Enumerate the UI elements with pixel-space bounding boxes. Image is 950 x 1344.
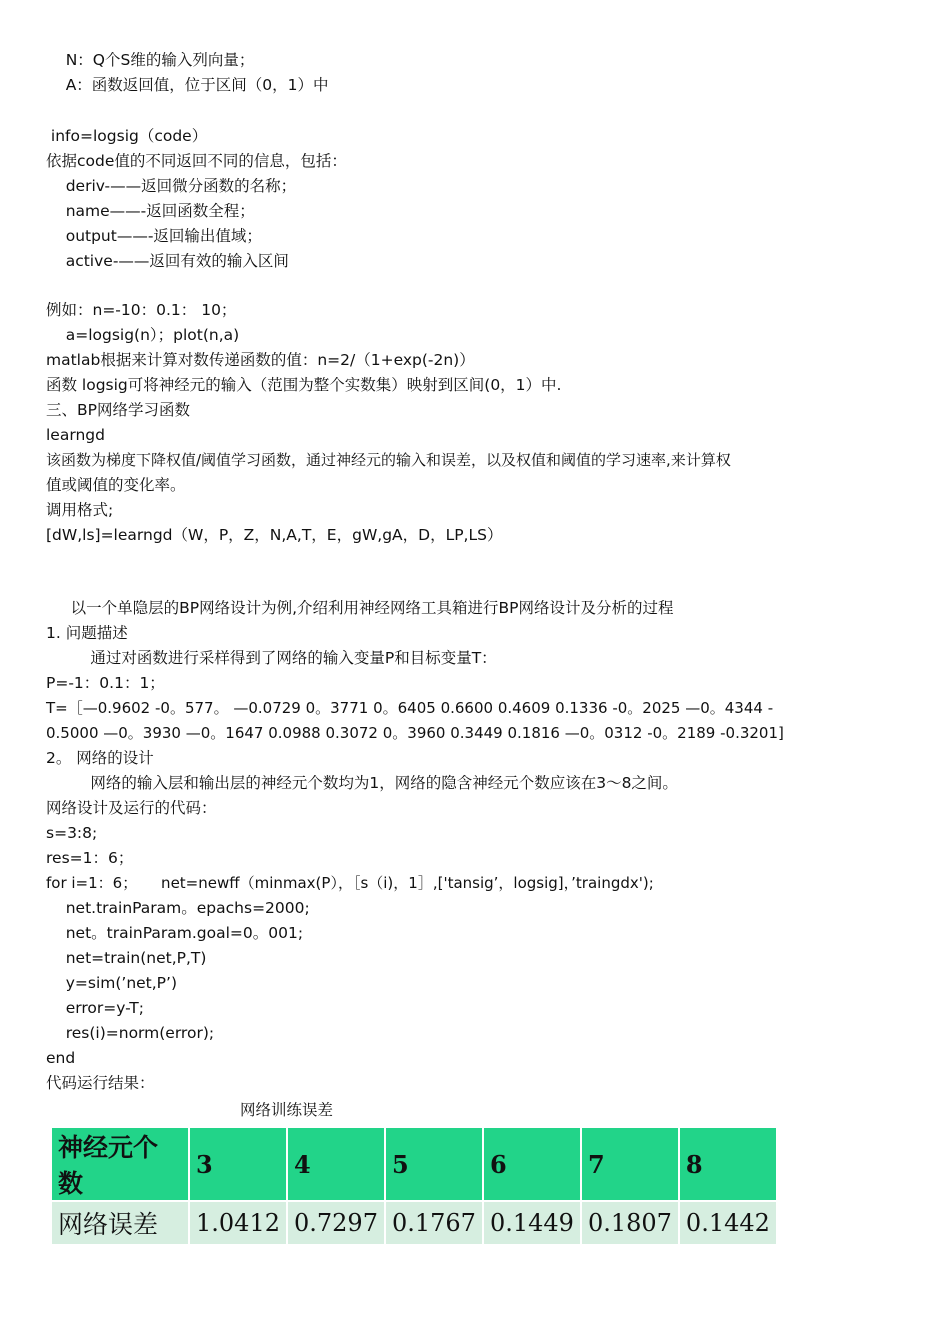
header-cell: 5 <box>385 1127 483 1201</box>
text-line: P=-1：0.1：1； <box>46 674 165 692</box>
code-line: res=1：6； <box>46 849 134 867</box>
table-cell: 0.1807 <box>581 1201 679 1245</box>
text-line: 依据code值的不同返回不同的信息，包括： <box>46 152 347 170</box>
text-line: [dW,ls]=learngd（W，P，Z，N,A,T，E，gW,gA，D，LP,LS） <box>46 526 503 544</box>
code-line: res(i)=norm(error); <box>46 1024 215 1042</box>
header-cell: 7 <box>581 1127 679 1201</box>
text-line: info=logsig（code） <box>46 127 208 145</box>
text-line: 网络设计及运行的代码： <box>46 799 217 817</box>
text-line: 调用格式; <box>46 501 114 519</box>
code-line: for i=1：6； net=newff（minmax(P），［s（i)，1］,['tansig’，logsig]，’traingdx'); <box>46 874 654 892</box>
section-heading: 三、BP网络学习函数 <box>46 401 190 419</box>
text-line: 例如：n=-10：0.1： 10； <box>46 301 237 319</box>
header-cell: 6 <box>483 1127 581 1201</box>
text-line: name——-返回函数全程； <box>46 202 255 220</box>
header-cell: 8 <box>679 1127 777 1201</box>
table-caption: 网络训练误差 <box>240 1101 334 1119</box>
text-line: 0.5000 —0。3930 —0。1647 0.0988 0.3072 0。3960 0.3449 0.1816 —0。0312 -0。2189 -0.3201] <box>46 724 784 742</box>
section-heading: 1. 问题描述 <box>46 624 128 642</box>
header-cell: 4 <box>287 1127 385 1201</box>
text-line: 代码运行结果： <box>46 1074 155 1092</box>
code-line: net.trainParam。epachs=2000; <box>46 899 310 917</box>
table-header-row <box>51 1127 777 1201</box>
text-line: 通过对函数进行采样得到了网络的输入变量P和目标变量T： <box>46 649 497 667</box>
error-table <box>50 1126 778 1246</box>
header-cell: 神经元个数 <box>51 1127 189 1201</box>
code-line: net=train(net,P,T) <box>46 949 207 967</box>
header-cell: 3 <box>189 1127 287 1201</box>
table-cell: 0.1442 <box>679 1201 777 1245</box>
code-line: s=3:8; <box>46 824 98 842</box>
text-line: output——-返回输出值域； <box>46 227 262 245</box>
text-line: active-——返回有效的输入区间 <box>46 252 289 270</box>
text-line: learngd <box>46 426 105 444</box>
text-line: 以一个单隐层的BP网络设计为例,介绍利用神经网络工具箱进行BP网络设计及分析的过程 <box>46 599 674 617</box>
text-line: 值或阈值的变化率。 <box>46 476 186 494</box>
text-line: 网络的输入层和输出层的神经元个数均为1，网络的隐含神经元个数应该在3～8之间。 <box>46 774 678 792</box>
text-line: a=logsig(n）；plot(n,a) <box>46 326 240 344</box>
code-line: y=sim(’net,P’) <box>46 974 178 992</box>
text-line: 函数 logsig可将神经元的输入（范围为整个实数集）映射到区间(0，1）中. <box>46 376 562 394</box>
text-line: deriv-——返回微分函数的名称； <box>46 177 297 195</box>
table-cell: 网络误差 <box>51 1201 189 1245</box>
text-line: matlab根据来计算对数传递函数的值：n=2/（1+exp(-2n)） <box>46 351 475 369</box>
text-line: T=［—0.9602 -0。577。 —0.0729 0。3771 0。6405 0.6600 0.4609 0.1336 -0。2025 —0。4344 - <box>46 699 774 717</box>
table-cell: 0.7297 <box>287 1201 385 1245</box>
table-cell: 0.1449 <box>483 1201 581 1245</box>
code-line: error=y-T; <box>46 999 144 1017</box>
text-line: A：函数返回值，位于区间（0，1）中 <box>46 76 329 94</box>
section-heading: 2。 网络的设计 <box>46 749 154 767</box>
code-line: net。trainParam.goal=0。001; <box>46 924 304 942</box>
table-cell: 1.0412 <box>189 1201 287 1245</box>
text-line: N：Q个S维的输入列向量； <box>46 51 255 69</box>
table-row <box>51 1201 777 1245</box>
table-cell: 0.1767 <box>385 1201 483 1245</box>
text-line: 该函数为梯度下降权值/阈值学习函数，通过神经元的输入和误差，以及权值和阈值的学习速率,来计算权 <box>46 451 731 469</box>
code-line: end <box>46 1049 76 1067</box>
